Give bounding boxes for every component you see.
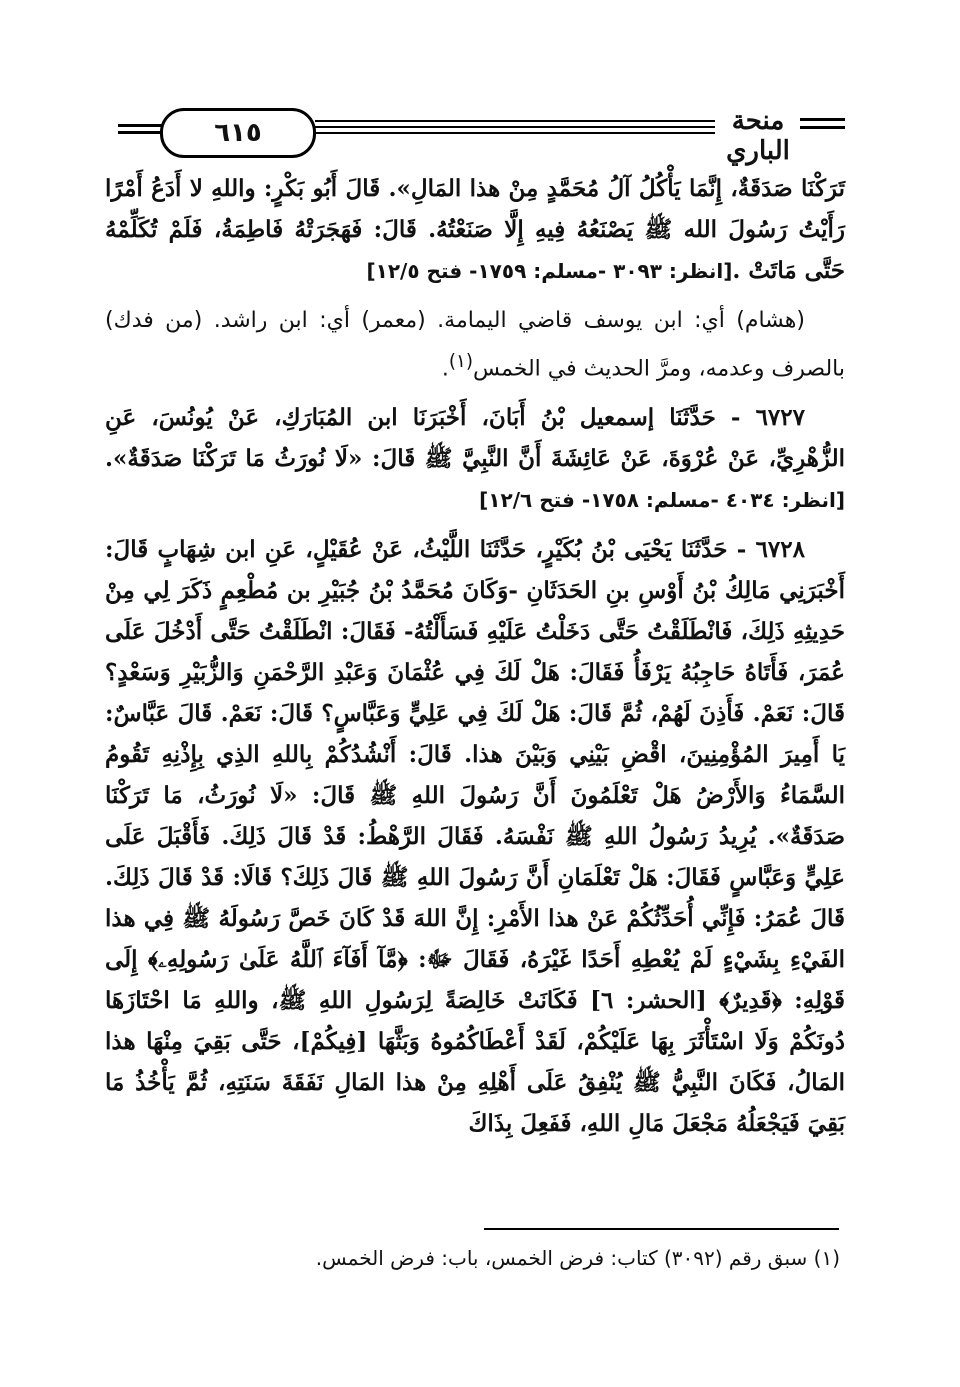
footnote-marker: (١) bbox=[448, 351, 474, 372]
page-number: ٦١٥ bbox=[214, 118, 262, 148]
hadith-6728 bbox=[105, 529, 845, 1144]
book-title: منحة الباري bbox=[726, 106, 790, 166]
main-text bbox=[105, 168, 845, 1152]
hadith-text: ٦٧٢٧ - حَدَّثَنَا إسمعيل بْنُ أَبَانَ، أَخْبَرَنَا ابن المُبَارَكِ، عَنْ يُونُسَ، عَنِ الزُّهْرِيِّ، عَنْ عُرْوَةَ، عَنْ عَائِشَةَ أَنَّ النَّبِيَّ ﷺ قَالَ: «لَا نُورَثُ مَا تَرَكْنَا صَدَقَةٌ». bbox=[105, 404, 845, 473]
hadith-6727 bbox=[105, 397, 845, 521]
page-header bbox=[110, 100, 850, 166]
reference: [انظر: ٣٠٩٣ -مسلم: ١٧٥٩- فتح ١٢/٥] bbox=[366, 259, 733, 283]
page-number-badge bbox=[160, 108, 316, 158]
commentary-end: . bbox=[441, 356, 449, 382]
commentary-text: (هشام) أي: ابن يوسف قاضي اليمامة. (معمر) أي: ابن راشد. (من فدك) بالصرف وعدمه، ومرَّ الحديث في الخمس bbox=[105, 308, 845, 382]
hadith-continuation bbox=[105, 168, 845, 292]
footnote-separator bbox=[484, 1228, 839, 1230]
hadith-text: تَرَكْنَا صَدَقَةٌ، إِنَّمَا يَأْكُلُ آلُ مُحَمَّدٍ مِنْ هذا المَالِ». قَالَ أَبُو بَكْرٍ: واللهِ لا أَدَعُ أَمْرًا رَأَيْتُ رَسُولَ الله ﷺ يَصْنَعُهُ فِيهِ إِلَّا صَنَعْتُهُ. قَالَ: فَهَجَرَتْهُ فَاطِمَةُ، فَلَمْ تُكَلِّمْهُ حَتَّى مَاتَتْ . bbox=[105, 175, 845, 284]
header-rule-right bbox=[800, 118, 845, 134]
reference: [انظر: ٤٠٣٤ -مسلم: ١٧٥٨- فتح ١٢/٦] bbox=[479, 488, 845, 513]
header-rule-middle bbox=[315, 120, 715, 138]
hadith-text: ٦٧٢٨ - حَدَّثَنَا يَحْيَى بْنُ بُكَيْرٍ، حَدَّثَنَا اللَّيْثُ، عَنْ عُقَيْلٍ، عَنِ ابن شِهَابٍ قَالَ: أَخْبَرَنِي مَالِكُ بْنُ أَوْسِ بنِ الحَدَثَانِ -وَكَانَ مُحَمَّدُ بْنُ جُبَيْرِ بن مُطْعِمٍ ذَكَرَ لِي مِنْ حَدِيثِهِ ذَلِكَ، فَانْطَلَقْتُ حَتَّى دَخَلْتُ عَلَيْهِ فَسَأَلْتُهُ- فَقَالَ: انْطَلَقْتُ حَتَّى أَدْخُلَ عَلَى عُمَرَ، فَأَتَاهُ حَاجِبُهُ يَرْفَأُ فَقَالَ: هَلْ لَكَ فِي عُثْمَانَ وَعَبْدِ الرَّحْمَنِ وَالزُّبَيْرِ وَسَعْدٍ؟ قَالَ: نَعَمْ. فَأَذِنَ لَهُمْ، ثُمَّ قَالَ: هَلْ لَكَ فِي عَلِيٍّ وَعَبَّاسٍ؟ قَالَ: نَعَمْ. قَالَ عَبَّاسٌ: يَا أَمِيرَ المُؤْمِنِينَ، اقْضِ بَيْنِي وَبَيْنَ هذا. قَالَ: أَنْشُدُكُمْ بِاللهِ الذِي بِإِذْنِهِ تَقُومُ السَّمَاءُ وَالأَرْضُ هَلْ تَعْلَمُونَ أَنَّ رَسُولَ اللهِ ﷺ قَالَ: «لَا نُورَثُ، مَا تَرَكْنَا صَدَقَةٌ». يُرِيدُ رَسُولُ اللهِ ﷺ نَفْسَهُ. فَقَالَ الرَّهْطُ: قَدْ قَالَ ذَلِكَ. فَأَقْبَلَ عَلَى عَلِيٍّ وَعَبَّاسٍ فَقَالَ: هَلْ تَعْلَمَانِ أَنَّ رَسُولَ اللهِ ﷺ قَالَ ذَلِكَ؟ قَالَا: قَدْ قَالَ ذَلِكَ. قَالَ عُمَرُ: فَإِنِّي أُحَدِّثُكُمْ عَنْ هذا الأَمْرِ: إِنَّ اللهَ قَدْ كَانَ خَصَّ رَسُولَهُ ﷺ فِي هذا الفَيْءِ بِشَيْءٍ لَمْ يُعْطِهِ أَحَدًا غَيْرَهُ، فَقَالَ ﷻ: ﴿مَّآ أَفَآءَ ٱللَّهُ عَلَىٰ رَسُولِهِۦ﴾ إِلَى قَوْلِهِ: ﴿قَدِيرٌ﴾ [الحشر: ٦] فَكَانَتْ خَالِصَةً لِرَسُولِ اللهِ ﷺ، واللهِ مَا احْتَازَهَا دُونَكُمْ وَلَا اسْتَأْثَرَ بِهَا عَلَيْكُمْ، لَقَدْ أَعْطَاكُمُوهُ وَبَثَّهَا [فِيكُمْ]، حَتَّى بَقِيَ مِنْهَا هذا المَالُ، فَكَانَ النَّبِيُّ ﷺ يُنْفِقُ عَلَى أَهْلِهِ مِنْ هذا المَالِ نَفَقَةَ سَنَتِهِ، ثُمَّ يَأْخُذُ مَا بَقِيَ فَيَجْعَلُهُ مَجْعَلَ مَالِ اللهِ، فَفَعِلَ بِذَاكَ bbox=[105, 536, 845, 1138]
commentary-paragraph bbox=[105, 300, 845, 389]
footnote: (١) سبق رقم (٣٠٩٢) كتاب: فرض الخمس، باب: فرض الخمس. bbox=[315, 1246, 840, 1270]
